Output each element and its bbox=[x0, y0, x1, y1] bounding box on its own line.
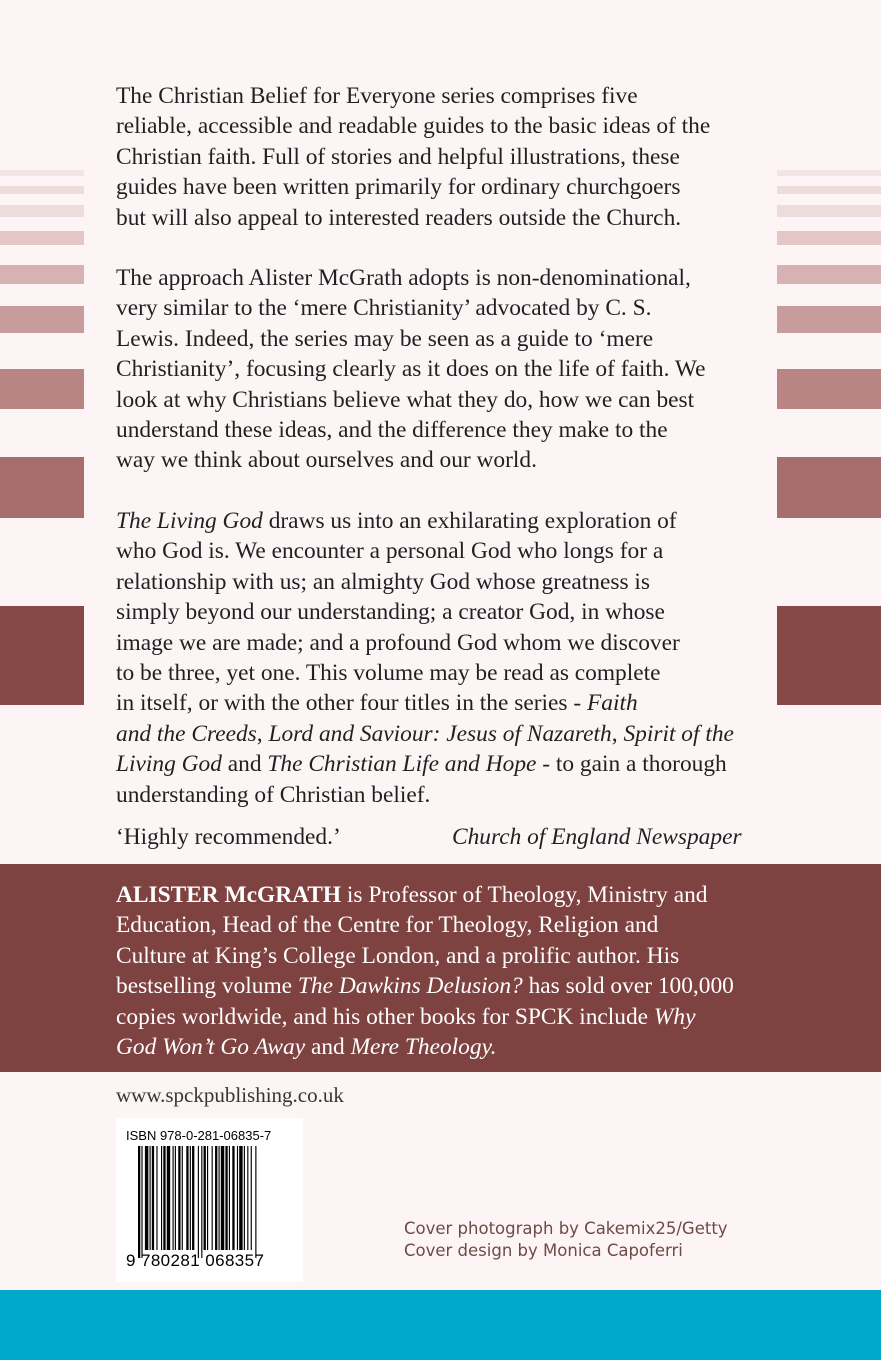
text-line: The approach Alister McGrath adopts is non-denominational, bbox=[116, 265, 691, 291]
book-title: Mere Theology. bbox=[350, 1034, 497, 1061]
text-line: simply beyond our understanding; a creator God, in whose bbox=[116, 599, 665, 626]
text-fragment: copies worldwide, and his other books for SPCK include bbox=[116, 1003, 654, 1030]
isbn-barcode bbox=[116, 1118, 303, 1282]
text-fragment: draws us into an exhilarating exploration of bbox=[262, 508, 677, 534]
text-line: Culture at King’s College London, and a prolific author. His bbox=[116, 942, 680, 969]
author-bio-band bbox=[0, 864, 881, 1072]
stripe-left-1 bbox=[0, 170, 84, 176]
author-bio-paragraph bbox=[116, 880, 756, 1062]
stripe-right-9 bbox=[777, 606, 881, 705]
text-fragment: , bbox=[611, 720, 624, 747]
text-line: look at why Christians believe what they do, how we can best bbox=[116, 386, 695, 413]
text-line: but will also appeal to interested readers outside the Church. bbox=[116, 204, 682, 231]
text-line bbox=[116, 688, 756, 718]
text-line: Christianity’, focusing clearly as it does on the life of faith. We bbox=[116, 356, 706, 383]
text-line: Christian faith. Full of stories and helpful illustrations, these bbox=[116, 143, 680, 170]
text-line: The Christian Belief for Everyone series comprises five bbox=[116, 83, 638, 109]
text-line: image we are made; and a profound God whom we discover bbox=[116, 629, 680, 656]
book-description-paragraph bbox=[116, 506, 756, 810]
bottom-color-bar bbox=[0, 1290, 881, 1360]
text-fragment: , bbox=[256, 720, 269, 747]
stripe-left-4 bbox=[0, 231, 84, 245]
stripe-right-8 bbox=[777, 457, 881, 518]
stripe-right-6 bbox=[777, 306, 881, 333]
stripe-right-2 bbox=[777, 186, 881, 194]
text-line: reliable, accessible and readable guides to the basic ideas of the bbox=[116, 113, 711, 140]
text-fragment: is Professor of Theology, Ministry and bbox=[341, 882, 708, 908]
book-title: God Won’t Go Away bbox=[116, 1034, 306, 1061]
text-line: to be three, yet one. This volume may be read as complete bbox=[116, 660, 661, 687]
isbn-label: ISBN 978-0-281-06835-7 bbox=[126, 1128, 272, 1143]
text-fragment: bestselling volume bbox=[116, 973, 298, 1000]
stripe-left-8 bbox=[0, 457, 84, 518]
stripe-left-9 bbox=[0, 606, 84, 705]
photo-credit: Cover photograph by Cakemix25/Getty bbox=[404, 1219, 728, 1238]
text-fragment: has sold over 100,000 bbox=[522, 973, 734, 1000]
series-title: and the Creeds bbox=[116, 720, 257, 747]
stripe-left-5 bbox=[0, 265, 84, 284]
author-name: ALISTER McGRATH bbox=[116, 882, 342, 908]
text-line: who God is. We encounter a personal God who longs for a bbox=[116, 538, 664, 565]
series-title: Lord and Saviour: Jesus of Nazareth bbox=[268, 720, 612, 747]
publisher-website: www.spckpublishing.co.uk bbox=[116, 1083, 344, 1107]
text-line: Education, Head of the Centre for Theology, Religion and bbox=[116, 912, 659, 939]
book-title: The Living God bbox=[116, 508, 263, 534]
text-fragment: and bbox=[221, 751, 268, 778]
text-line bbox=[116, 749, 756, 779]
text-fragment: and bbox=[305, 1034, 351, 1061]
text-line: relationship with us; an almighty God whose greatness is bbox=[116, 568, 651, 595]
stripe-right-5 bbox=[777, 265, 881, 284]
text-fragment: - to gain a thorough bbox=[536, 751, 727, 778]
series-description-paragraph bbox=[116, 81, 756, 233]
series-title: Faith bbox=[586, 690, 638, 717]
approach-paragraph bbox=[116, 263, 756, 476]
text-line: very similar to the ‘mere Christianity’ advocated by C. S. bbox=[116, 295, 652, 322]
stripe-right-1 bbox=[777, 170, 881, 176]
stripe-left-3 bbox=[0, 205, 84, 217]
series-title: Spirit of the bbox=[623, 720, 734, 747]
text-line bbox=[116, 719, 756, 749]
series-title: Living God bbox=[116, 751, 222, 778]
text-line: Lewis. Indeed, the series may be seen as a guide to ‘mere bbox=[116, 325, 654, 352]
isbn-digits: 9 780281 068357 bbox=[126, 1251, 265, 1270]
series-title: The Christian Life and Hope bbox=[267, 751, 537, 778]
stripe-left-6 bbox=[0, 306, 84, 333]
review-source-title: Church of England Newspaper bbox=[452, 824, 742, 850]
book-title: The Dawkins Delusion? bbox=[297, 973, 523, 1000]
cover-credits bbox=[404, 1218, 728, 1262]
barcode-icon bbox=[138, 1146, 283, 1258]
stripe-right-7 bbox=[777, 369, 881, 409]
design-credit: Cover design by Monica Capoferri bbox=[404, 1241, 683, 1260]
text-line: way we think about ourselves and our world. bbox=[116, 447, 537, 474]
text-line: understand these ideas, and the difference they make to the bbox=[116, 417, 668, 444]
stripe-left-2 bbox=[0, 186, 84, 194]
text-line bbox=[116, 971, 756, 1001]
text-line: understanding of Christian belief. bbox=[116, 781, 431, 808]
text-line bbox=[116, 1032, 756, 1062]
text-fragment: in itself, or with the other four titles in the series - bbox=[116, 690, 587, 717]
text-line bbox=[116, 880, 756, 910]
text-line bbox=[116, 506, 756, 536]
stripe-left-7 bbox=[0, 369, 84, 409]
text-line: guides have been written primarily for ordinary churchgoers bbox=[116, 174, 681, 201]
review-quote: ‘Highly recommended.’ bbox=[116, 824, 341, 850]
stripe-right-4 bbox=[777, 231, 881, 245]
book-title: Why bbox=[653, 1003, 696, 1030]
review-source bbox=[452, 822, 742, 852]
stripe-right-3 bbox=[777, 205, 881, 217]
text-line bbox=[116, 1002, 756, 1032]
